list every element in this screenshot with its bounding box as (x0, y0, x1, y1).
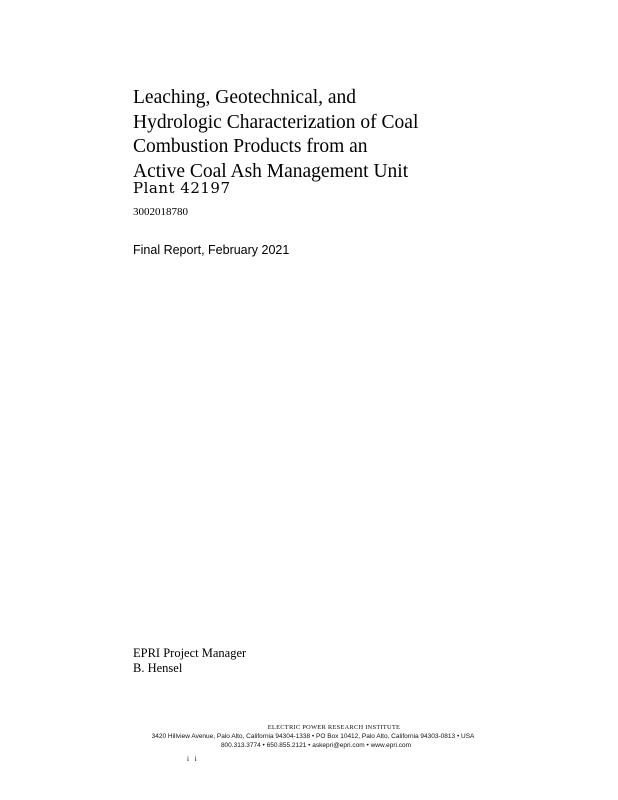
report-title-line: Leaching, Geotechnical, and (133, 87, 357, 108)
page-number: i i (187, 755, 199, 763)
project-manager-name: B. Hensel (133, 661, 183, 675)
report-title-line: Hydrologic Characterization of Coal (133, 111, 419, 133)
report-title (133, 86, 463, 184)
footer-organization: ELECTRIC POWER RESEARCH INSTITUTE (267, 724, 401, 731)
footer-contact: 800.313.3774 • 650.855.2121 • askepri@epri.com • www.epri.com (220, 742, 412, 749)
plant-identifier: Plant 42197 (133, 179, 231, 197)
report-number: 3002018780 (133, 206, 188, 218)
report-title-line: Active Coal Ash Management Unit (133, 160, 409, 182)
report-title-line: Combustion Products from an (133, 136, 368, 157)
report-date: Final Report, February 2021 (133, 243, 290, 257)
project-manager-label: EPRI Project Manager (133, 646, 247, 660)
page-footer (0, 723, 618, 750)
footer-address: 3420 Hillview Avenue, Palo Alto, California 94304-1338 • PO Box 10412, Palo Alto, California 94303-0813 • USA (151, 733, 475, 740)
